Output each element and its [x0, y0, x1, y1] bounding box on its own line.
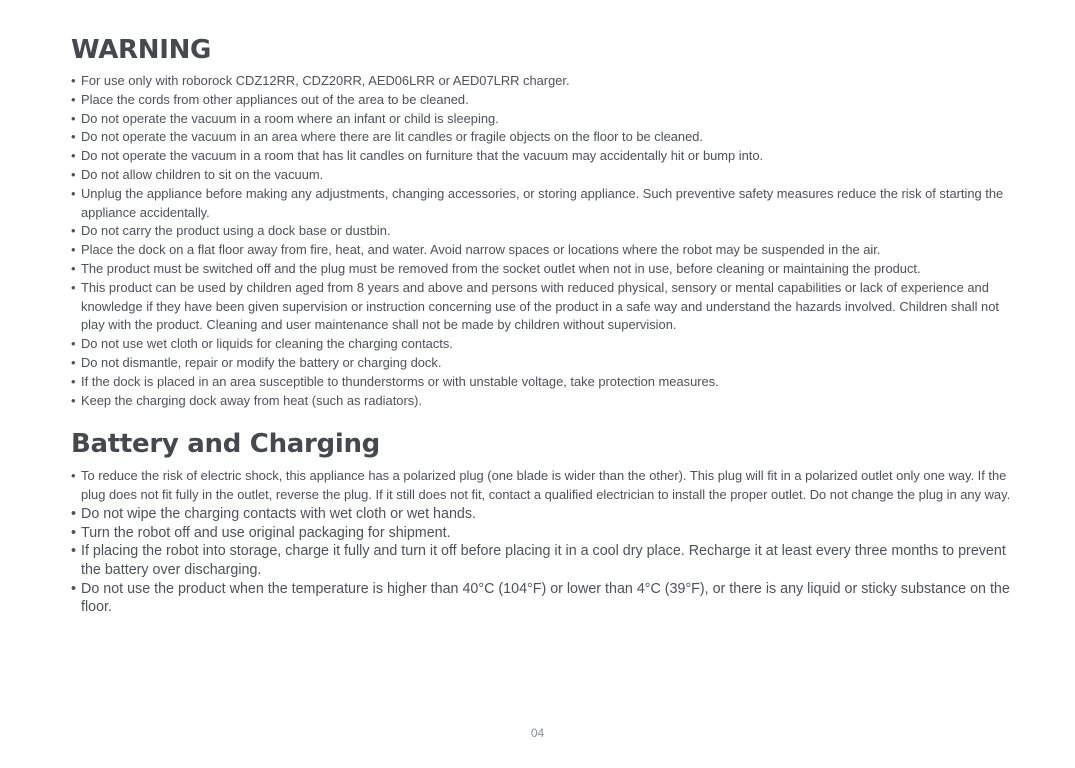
warning-item	[71, 279, 1011, 335]
warning-item-text: Unplug the appliance before making any adjustments, changing accessories, or storing appliance. Such preventive safety measures reduce the risk of starting the appliance accidentally.	[81, 185, 1004, 220]
warning-item	[71, 72, 1011, 91]
warning-item-text: The product must be switched off and the plug must be removed from the socket outlet when not in use, before cleaning or maintaining the product.	[81, 260, 921, 276]
warning-item-text: Place the dock on a flat floor away from fire, heat, and water. Avoid narrow spaces or locations where the robot may be suspended in the air.	[81, 242, 881, 258]
bullet-icon: •	[71, 129, 76, 145]
warning-item	[71, 166, 1011, 185]
battery-item-text: Do not use the product when the temperature is higher than 40°C (104°F) or lower than 4°C (39°F), or there is any liquid or sticky substance on the floor.	[81, 580, 1010, 616]
bullet-icon: •	[71, 279, 76, 295]
warning-item	[71, 185, 1011, 223]
warning-item-text: Do not allow children to sit on the vacuum.	[81, 166, 324, 182]
battery-item-text: If placing the robot into storage, charge it fully and turn it off before placing it in a cool dry place. Recharge it at least every three months to prevent the battery over discharging.	[81, 543, 1006, 579]
warning-item-text: Do not operate the vacuum in an area where there are lit candles or fragile objects on the floor to be cleaned.	[81, 129, 703, 145]
battery-charging-heading: Battery and Charging	[71, 429, 380, 460]
bullet-icon: •	[71, 260, 76, 276]
bullet-icon: •	[71, 185, 76, 201]
manual-page	[71, 34, 1011, 617]
warning-item-text: If the dock is placed in an area susceptible to thunderstorms or with unstable voltage, take protection measures.	[81, 373, 719, 389]
warning-item-text: For use only with roborock CDZ12RR, CDZ20RR, AED06LRR or AED07LRR charger.	[81, 73, 570, 88]
bullet-icon: •	[71, 543, 77, 560]
battery-item-text: Do not wipe the charging contacts with wet cloth or wet hands.	[81, 505, 476, 522]
warning-list	[71, 72, 1011, 410]
warning-item	[71, 91, 1011, 110]
warning-item-text: Do not use wet cloth or liquids for cleaning the charging contacts.	[81, 336, 453, 352]
warning-item	[71, 335, 1011, 354]
bullet-icon: •	[71, 524, 77, 541]
warning-item	[71, 222, 1011, 241]
bullet-icon: •	[71, 223, 76, 239]
warning-item	[71, 354, 1011, 373]
warning-item-text: Do not dismantle, repair or modify the battery or charging dock.	[81, 354, 442, 370]
battery-item-text: Turn the robot off and use original packaging for shipment.	[81, 524, 451, 541]
warning-item	[71, 147, 1011, 166]
warning-item	[71, 392, 1011, 411]
bullet-icon: •	[71, 392, 76, 408]
warning-item-text: This product can be used by children aged from 8 years and above and persons with reduced physical, sensory or mental capabilities or lack of experience and knowledge if they have been given supervision or instruction concerning use of the product in a safe way and understand the hazards involved. Children shall not play with the product. Cleaning and user maintenance shall not be made by children without supervision.	[81, 279, 999, 333]
warning-item	[71, 241, 1011, 260]
bullet-icon: •	[71, 505, 77, 522]
warning-item-text: Keep the charging dock away from heat (such as radiators).	[81, 392, 423, 408]
bullet-icon: •	[71, 73, 76, 88]
bullet-icon: •	[71, 354, 76, 370]
bullet-icon: •	[71, 468, 76, 484]
battery-item	[71, 505, 1011, 524]
bullet-icon: •	[71, 336, 76, 352]
bullet-icon: •	[71, 148, 76, 164]
bullet-icon: •	[71, 166, 76, 182]
page-number: 04	[530, 726, 545, 740]
battery-item	[71, 580, 1011, 617]
warning-item-text: Do not carry the product using a dock base or dustbin.	[81, 223, 391, 239]
bullet-icon: •	[71, 110, 76, 126]
warning-item	[71, 128, 1011, 147]
warning-item-text: Place the cords from other appliances out of the area to be cleaned.	[81, 91, 469, 107]
warning-item	[71, 373, 1011, 392]
warning-item-text: Do not operate the vacuum in a room where an infant or child is sleeping.	[81, 110, 499, 126]
battery-item	[71, 542, 1011, 579]
battery-list	[71, 467, 1011, 617]
bullet-icon: •	[71, 373, 76, 389]
warning-item	[71, 260, 1011, 279]
bullet-icon: •	[71, 242, 76, 258]
battery-item	[71, 524, 1011, 543]
battery-item	[71, 467, 1011, 505]
warning-heading: WARNING	[71, 35, 212, 65]
battery-item-text: To reduce the risk of electric shock, this appliance has a polarized plug (one blade is wider than the other). This plug will fit in a polarized outlet only one way. If the plug does not fit fully in the outlet, reverse the plug. If it still does not fit, contact a qualified electrician to install the proper outlet. Do not change the plug in any way.	[81, 468, 1011, 503]
warning-item	[71, 110, 1011, 129]
bullet-icon: •	[71, 91, 76, 107]
bullet-icon: •	[71, 580, 77, 597]
warning-item-text: Do not operate the vacuum in a room that has lit candles on furniture that the vacuum may accidentally hit or bump into.	[81, 148, 764, 164]
